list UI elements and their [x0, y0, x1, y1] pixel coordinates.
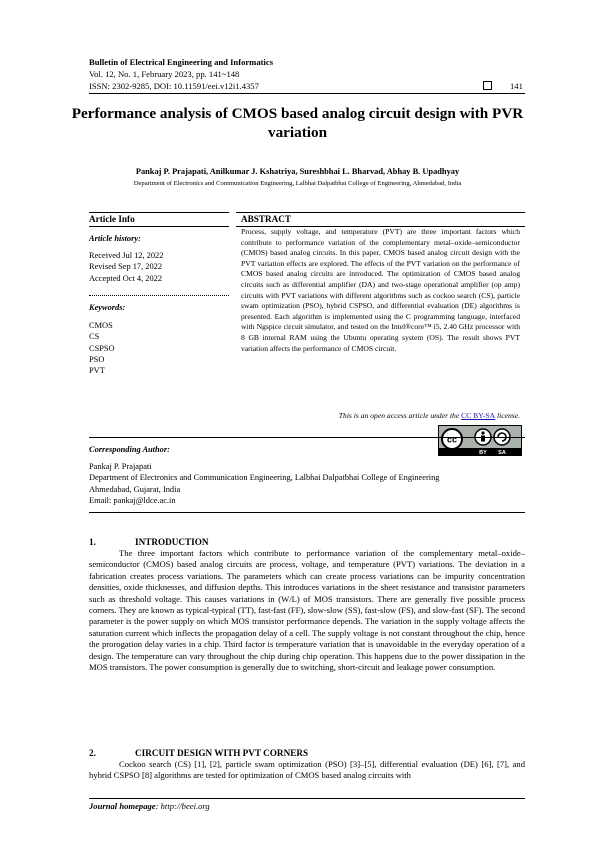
license-suffix: license.	[495, 411, 520, 420]
cc-by-sa-badge[interactable]	[438, 425, 522, 456]
section-2-title: CIRCUIT DESIGN WITH PVT CORNERS	[135, 748, 309, 758]
corresponding-block	[89, 461, 525, 506]
corresponding-top-rule	[89, 437, 525, 438]
issn-line: ISSN: 2302-9285, DOI: 10.11591/eei.v12i1.4357	[89, 81, 259, 91]
corresponding-dept: Department of Electronics and Communication Engineering, Lalbhai Dalpatbhai College of Engineering	[89, 473, 440, 483]
journal-name: Bulletin of Electrical Engineering and Informatics	[89, 57, 274, 67]
header-rule	[89, 93, 525, 94]
cc-text: cc	[446, 434, 458, 445]
history-heading: Article history:	[89, 234, 141, 243]
section-1-heading	[89, 537, 209, 548]
journal-homepage	[89, 801, 210, 812]
keyword: CS	[89, 332, 100, 342]
paper-title: Performance analysis of CMOS based analog circuit design with PVR variation	[71, 105, 524, 141]
keywords-list	[89, 320, 115, 376]
section-2-number: 2.	[89, 748, 96, 758]
info-divider	[89, 295, 229, 296]
homepage-url[interactable]: : http://beei.org	[155, 801, 210, 811]
license-line	[241, 411, 520, 421]
cc-by-sa-icon	[439, 426, 521, 455]
corresponding-bottom-rule	[89, 512, 525, 513]
footer-rule	[89, 798, 525, 799]
section-2-heading	[89, 748, 308, 759]
homepage-label: Journal homepage	[89, 801, 156, 811]
keyword: CMOS	[89, 321, 113, 330]
info-sub-rule	[89, 226, 229, 227]
page-number: 141	[510, 81, 523, 91]
abstract-text: Process, supply voltage, and temperature (PVT) are three important factors which contribute to performance variation of the complementary metal–oxide–semiconductor (CMOS) based analog circuits. In this paper, CMOS based analog circuit design with the PVT variation effects are explored. The effects of the PVT variation on the performance of CMOS based analog circuits are introduced. The optimization of CMOS based analog circuits such as differential amplifier (DA) and two-stage operational amplifier (op amp) circuits with PVT variations with different algorithms such as cockoo search (CS), particle swam optimization (PSO), hybrid CSPSO, and differential evaluation (DE) algorithms is presented. Each algorithm is implemented using the C programming language, interfaced with Ngspice circuit simulator, and tested on the Intel®core™ i5, 2.40 GHz processor with 8 GB internal RAM using the Ubuntu operating system (OS). The result shows PVT variation affects the performance of CMOS circuit.	[241, 227, 520, 353]
article-info-heading: Article Info	[89, 214, 135, 224]
corresponding-name: Pankaj P. Prajapati	[89, 462, 152, 471]
keyword: PSO	[89, 354, 105, 364]
history-accepted: Accepted Oct 4, 2022	[89, 273, 163, 283]
abstract-top-rule	[236, 212, 525, 213]
history-list	[89, 250, 163, 284]
sa-text: SA	[498, 450, 506, 455]
history-revised: Revised Sep 17, 2022	[89, 262, 163, 272]
keywords-heading: Keywords:	[89, 303, 126, 312]
section-1-body: The three important factors which contribute to performance variation of the complementary metal–oxide–semiconductor (CMOS) based analog circuits are process, voltage, and temperature (PVT) variations. The deviation in a fabrication creates process variations. The parameters which can create process variations can be impurity concentration densities, oxide thicknesses, and diffusion depths. This introduces variations in the sheet resistance and transistor parameters such as threshold voltage. This causes variations in (W/L) of MOS transistors. There are generally five possible process corners. They are known as typical-typical (TT), fast-fast (FF), slow-slow (SS), fast-slow (FS), and slow-fast (SF). The second parameter is the power supply on which MOS transistor performance depends. The variation in the supply voltage affects the saturation current which inflects the propagation delay of a cell. The supply voltage is not constant throughout the chip, hence the prorogation delay varies in a chip. Third factor is temperature variation that is unavoidable in the everyday operation of a design. The temperature can vary throughout the chip during chip operation. This happens due to the power dissipation in the MOS transistors. The power consumption is generally due to switching, short-circuit and leakage power consumption.	[89, 548, 525, 673]
keyword: CSPSO	[89, 343, 115, 353]
corresponding-email: Email: pankaj@ldce.ac.in	[89, 495, 176, 505]
abstract-heading: ABSTRACT	[241, 214, 292, 224]
section-1-title: INTRODUCTION	[135, 537, 209, 547]
square-icon	[483, 81, 492, 90]
keyword: PVT	[89, 366, 105, 376]
section-1-number: 1.	[89, 537, 96, 547]
corresponding-heading: Corresponding Author:	[89, 445, 170, 454]
section-2-body: Cockoo search (CS) [1], [2], particle swam optimization (PSO) [3]–[5], differential evaluation (DE) [6], [7], and hybrid CSPSO [8] algorithms are tested for optimization of CMOS based analog circuits with	[89, 759, 525, 781]
info-top-rule	[89, 212, 229, 213]
license-link[interactable]: CC BY-SA	[461, 411, 496, 420]
license-prefix: This is an open access article under the	[338, 411, 462, 420]
volume-line: Vol. 12, No. 1, February 2023, pp. 141~148	[89, 69, 240, 79]
by-text: BY	[479, 450, 487, 455]
author-list: Pankaj P. Prajapati, Anilkumar J. Kshatriya, Sureshbhai L. Bharvad, Abhay B. Upadhyay	[135, 167, 460, 176]
affiliation: Department of Electronics and Communication Engineering, Lalbhai Dalpatbhai College of Engineering, Ahmedabad, India	[133, 180, 462, 187]
history-received: Received Jul 12, 2022	[89, 251, 164, 260]
corresponding-city: Ahmedabad, Gujarat, India	[89, 484, 181, 494]
